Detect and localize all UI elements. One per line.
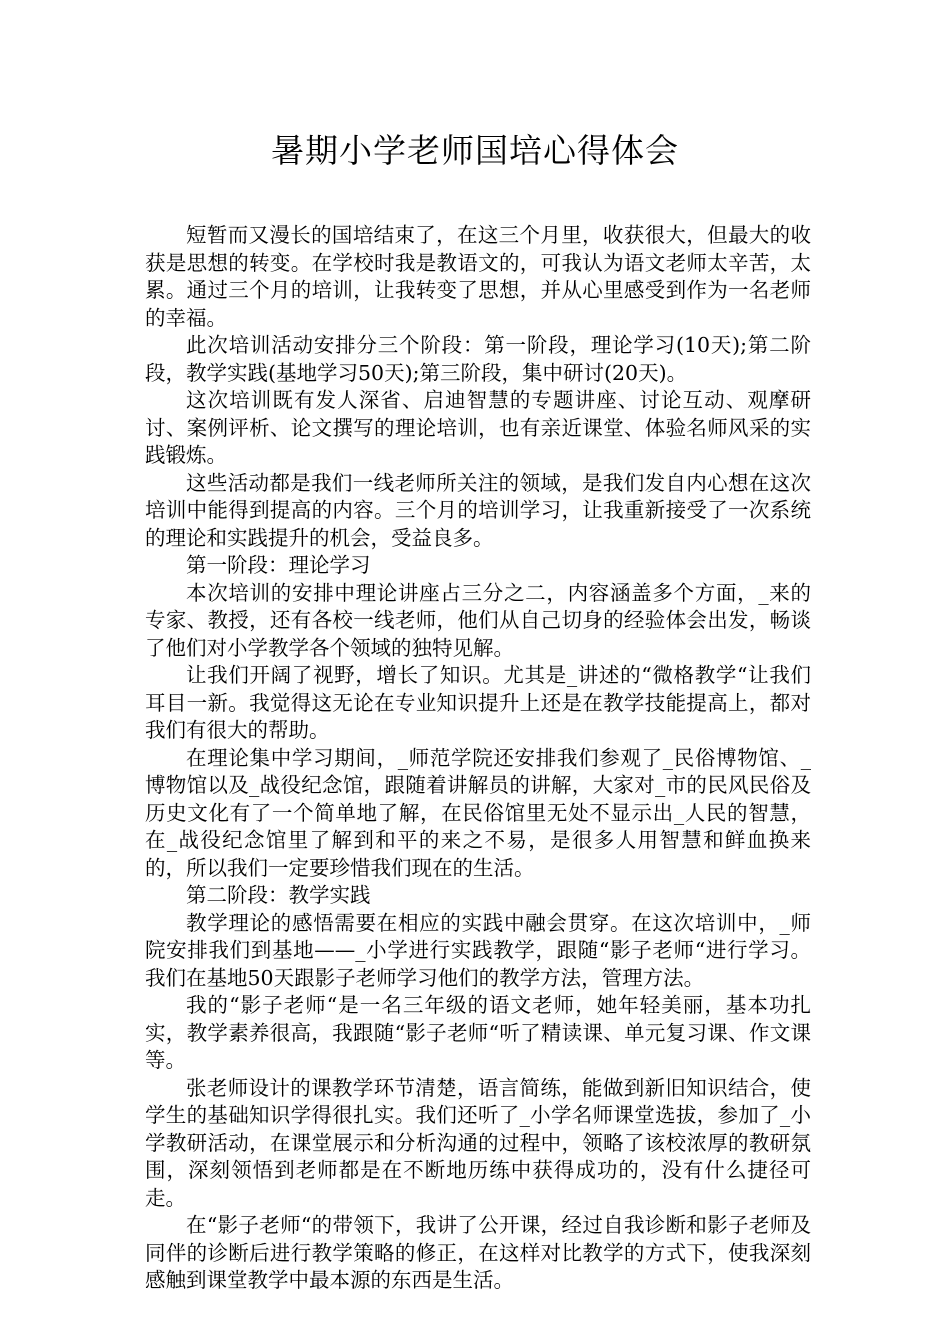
paragraph: 让我们开阔了视野，增长了知识。尤其是_讲述的“微格教学“让我们耳目一新。我觉得这无论在专业知识提升上还是在教学技能提高上，都对我们有很大的帮助。: [145, 663, 811, 742]
paragraph: 这些活动都是我们一线老师所关注的领域，是我们发自内心想在这次培训中能得到提高的内容。三个月的培训学习，让我重新接受了一次系统的理论和实践提升的机会，受益良多。: [145, 470, 811, 550]
paragraph: 此次培训活动安排分三个阶段：第一阶段，理论学习(10天);第二阶段，教学实践(基地学习50天);第三阶段，集中研讨(20天)。: [145, 333, 811, 385]
paragraph: 我的“影子老师“是一名三年级的语文老师，她年轻美丽，基本功扎实，教学素养很高，我跟随“影子老师“听了精读课、单元复习课、作文课等。: [145, 993, 811, 1072]
section-heading: 第一阶段：理论学习: [186, 553, 371, 577]
paragraph: 这次培训既有发人深省、启迪智慧的专题讲座、讨论互动、观摩研讨、案例评析、论文撰写的理论培训，也有亲近课堂、体验名师风采的实践锻炼。: [145, 388, 811, 467]
document-title: 暑期小学老师国培心得体会: [271, 131, 679, 170]
paragraph: 短暂而又漫长的国培结束了，在这三个月里，收获很大，但最大的收获是思想的转变。在学校时我是教语文的，可我认为语文老师太辛苦，太累。通过三个月的培训，让我转变了思想，并从心里感受到作为一名老师的幸福。: [145, 223, 811, 330]
paragraph: 教学理论的感悟需要在相应的实践中融会贯穿。在这次培训中，_师院安排我们到基地——_小学进行实践教学，跟随“影子老师“进行学习。我们在基地50天跟影子老师学习他们的教学方法，管理方法。: [145, 910, 811, 990]
paragraph: 本次培训的安排中理论讲座占三分之二，内容涵盖多个方面，_来的专家、教授，还有各校一线老师，他们从自己切身的经验体会出发，畅谈了他们对小学教学各个领域的独特见解。: [145, 580, 811, 660]
document-body: [145, 222, 811, 1295]
paragraph: 在“影子老师“的带领下，我讲了公开课，经过自我诊断和影子老师及同伴的诊断后进行教学策略的修正，在这样对比教学的方式下，使我深刻感触到课堂教学中最本源的东西是生活。: [145, 1213, 811, 1292]
paragraph: 张老师设计的课教学环节清楚，语言简练，能做到新旧知识结合，使学生的基础知识学得很扎实。我们还听了_小学名师课堂选拔，参加了_小学教研活动，在课堂展示和分析沟通的过程中，领略了该校浓厚的教研氛围，深刻领悟到老师都是在不断地历练中获得成功的，没有什么捷径可走。: [145, 1075, 811, 1210]
section-heading: 第二阶段：教学实践: [186, 883, 371, 907]
paragraph: 在理论集中学习期间，_师范学院还安排我们参观了_民俗博物馆、_博物馆以及_战役纪念馆，跟随着讲解员的讲解，大家对_市的民风民俗及历史文化有了一个简单地了解，在民俗馆里无处不显示出_人民的智慧，在_战役纪念馆里了解到和平的来之不易，是很多人用智慧和鲜血换来的，所以我们一定要珍惜我们现在的生活。: [145, 745, 811, 880]
